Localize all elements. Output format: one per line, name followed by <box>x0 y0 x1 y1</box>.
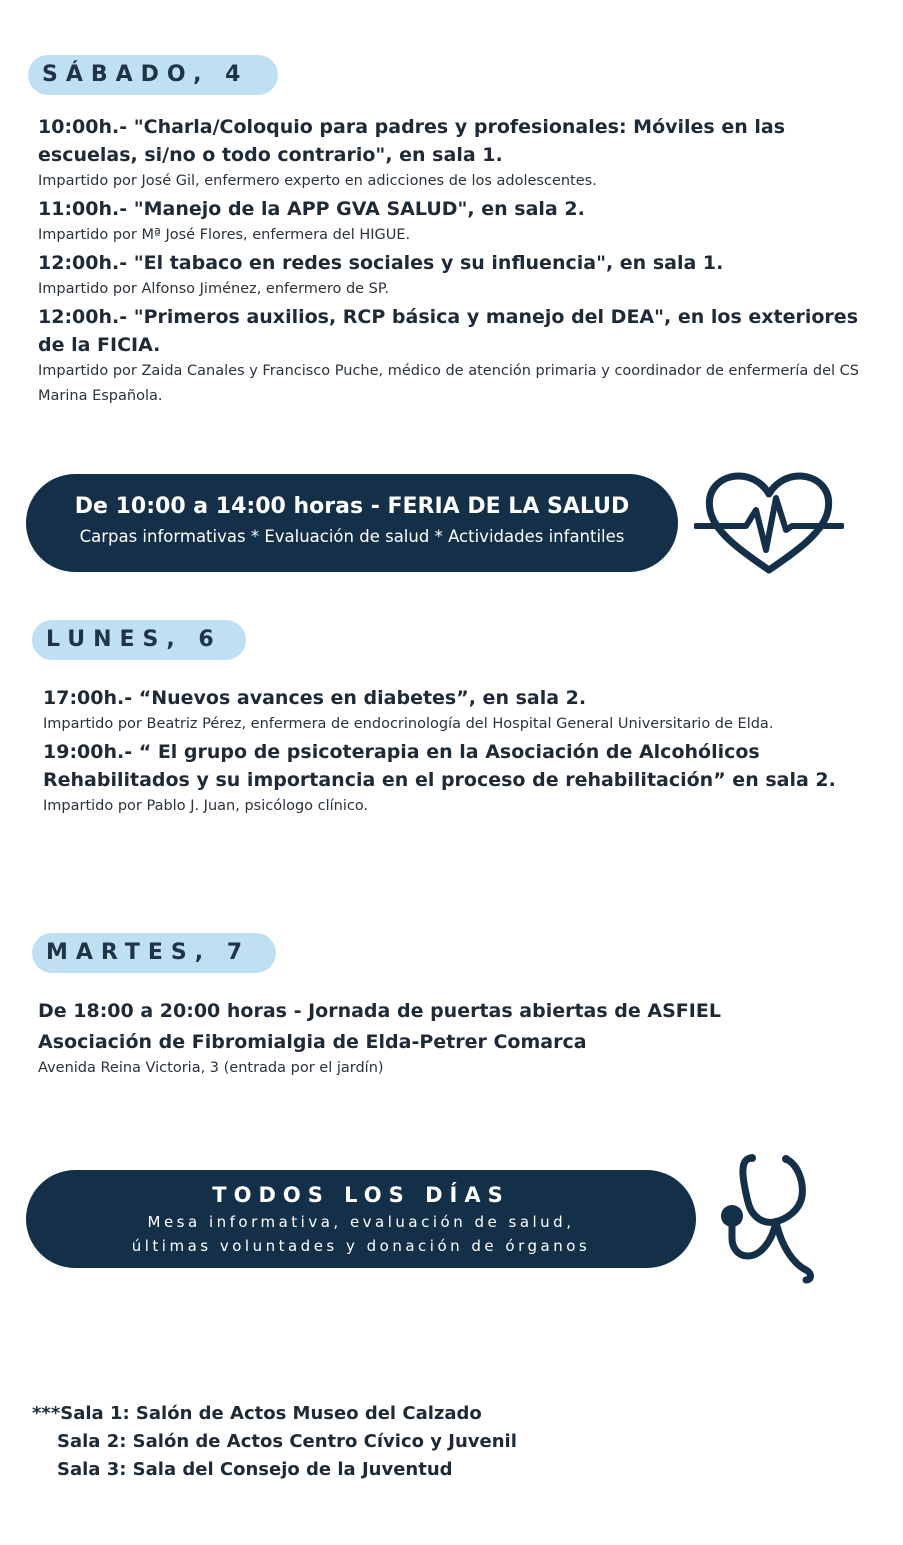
talk-title: 12:00h.- "El tabaco en redes sociales y su influencia", en sala 1. <box>38 252 724 274</box>
saturday-talks <box>38 113 877 410</box>
heart-pulse-icon <box>694 470 844 578</box>
day-heading-monday-label: LUNES, 6 <box>46 627 222 652</box>
talk-speaker: Impartido por Beatriz Pérez, enfermera de endocrinología del Hospital General Universitario de Elda. <box>43 716 774 732</box>
talk-title: 19:00h.- “ El grupo de psicoterapia en la Asociación de Alcohólicos Rehabilitados y su importancia en el proceso de rehabilitación” en sala 2. <box>43 741 836 791</box>
todos-line-2: últimas voluntades y donación de órganos <box>131 1237 591 1255</box>
talk-speaker: Impartido por Mª José Flores, enfermera del HIGUE. <box>38 227 411 243</box>
talk-speaker: Impartido por Zaida Canales y Francisco Puche, médico de atención primaria y coordinador de enfermería del CS Marina Española. <box>38 363 860 404</box>
sala-1: ***Sala 1: Salón de Actos Museo del Calzado <box>32 1403 482 1424</box>
monday-talks <box>43 684 863 820</box>
todos-line-1: Mesa informativa, evaluación de salud, <box>147 1213 575 1231</box>
talk-title: 11:00h.- "Manejo de la APP GVA SALUD", en sala 2. <box>38 198 585 220</box>
talk-speaker: Impartido por Pablo J. Juan, psicólogo clínico. <box>43 798 369 814</box>
event-line-1: De 18:00 a 20:00 horas - Jornada de puertas abiertas de ASFIEL <box>38 1000 721 1022</box>
event-line-2: Asociación de Fibromialgia de Elda-Petrer Comarca <box>38 1031 587 1053</box>
day-heading-tuesday <box>32 933 276 973</box>
talk-title: 17:00h.- “Nuevos avances en diabetes”, en sala 2. <box>43 687 587 709</box>
talk-speaker: Impartido por Alfonso Jiménez, enfermero de SP. <box>38 281 389 297</box>
todos-banner <box>26 1170 696 1268</box>
todos-title: TODOS LOS DÍAS <box>212 1183 510 1207</box>
feria-subtitle: Carpas informativas * Evaluación de salud * Actividades infantiles <box>79 527 625 546</box>
sala-list <box>32 1400 517 1484</box>
sala-3: Sala 3: Sala del Consejo de la Juventud <box>57 1459 453 1480</box>
tuesday-event <box>38 997 877 1082</box>
feria-title: De 10:00 a 14:00 horas - FERIA DE LA SALUD <box>74 494 630 519</box>
talk-title: 12:00h.- "Primeros auxilios, RCP básica y manejo del DEA", en los exteriores de la FICIA. <box>38 306 858 356</box>
sala-2: Sala 2: Salón de Actos Centro Cívico y Juvenil <box>57 1431 517 1452</box>
event-address: Avenida Reina Victoria, 3 (entrada por el jardín) <box>38 1060 384 1076</box>
stethoscope-icon <box>712 1152 822 1287</box>
talk-title: 10:00h.- "Charla/Coloquio para padres y profesionales: Móviles en las escuelas, si/no o todo contrario", en sala 1. <box>38 116 786 166</box>
day-heading-tuesday-label: MARTES, 7 <box>46 940 251 965</box>
talk-speaker: Impartido por José Gil, enfermero experto en adicciones de los adolescentes. <box>38 173 597 189</box>
day-heading-saturday-label: SÁBADO, 4 <box>42 62 249 87</box>
feria-banner <box>26 474 678 572</box>
day-heading-saturday <box>28 55 278 95</box>
day-heading-monday <box>32 620 246 660</box>
